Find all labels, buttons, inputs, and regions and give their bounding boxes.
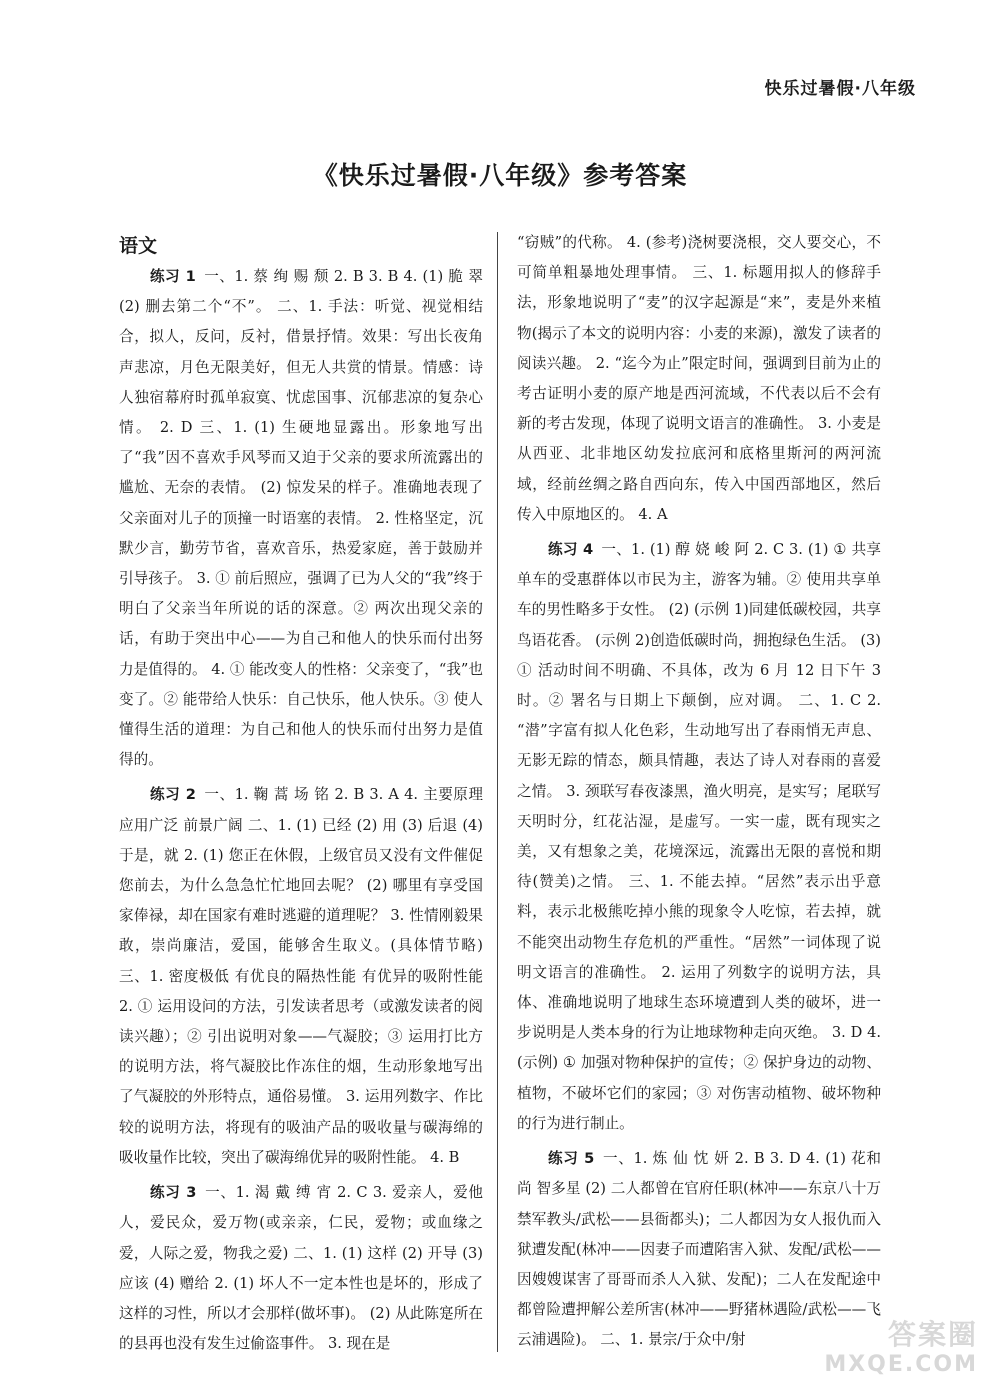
exercise-label: 练习 5: [548, 1150, 595, 1168]
watermark-logo: 答案圈: [887, 1318, 978, 1351]
exercise-answer: “窃贼”的代称。 4. (参考)浇树要浇根，交人要交心，不可简单粗暴地处理事情。 三、1. 标题用拟人的修辞手法，形象地说明了“麦”的汉字起源是“来”，麦是外来植物(揭示了本文的说明内容：小麦的来源)，激发了读者的阅读兴趣。 2. “迄今为止”限定时间，强调到目前为止的考古证明小麦的原产地是西河流域，不代表以后不会有新的考古发现，体现了说明文语言的准确性。 3. 小麦是从西亚、北非地区幼发拉底河和底格里斯河的两河流域，经前丝绸之路自西向东，传入中国西部地区，然后传入中原地区的。 4. A: [517, 234, 881, 523]
running-head: 快乐过暑假·八年级: [764, 79, 916, 99]
watermark-url: MXQE.COM: [824, 1352, 978, 1377]
exercise-answer: 一、1. 鞠 蒿 场 铭 2. B 3. A 4. 主要原理 应用广泛 前景广阔 二、1. (1) 已经 (2) 用 (3) 后退 (4) 于是，就 2. (1) 您正在休假，上级官员又没有文件催促您前去，为什么急急忙忙地回去呢？ (2) 哪里有享受国家俸禄，却在国家有难时逃避的道理呢？ 3. 性情刚毅果敢，崇尚廉洁，爱国，能够舍生取义。(具体情节略) 三、1. 密度极低 有优良的隔热性能 有优异的吸附性能 2. ① 运用设问的方法，引发读者思考（或激发读者的阅读兴趣）；② 引出说明对象——气凝胶；③ 运用打比方的说明方法，将气凝胶比作冻住的烟，生动形象地写出了气凝胶的外形特点，通俗易懂。 3. 运用列数字、作比较的说明方法，将现有的吸油产品的吸收量与碳海绵的吸收量作比较，突出了碳海绵优异的吸附性能。 4. B: [119, 786, 483, 1166]
watermark: [824, 1320, 978, 1380]
exercise-answer: 一、1. 渴 戴 缚 宵 2. C 3. 爱亲人，爱他人，爱民众，爱万物(或亲亲，仁民，爱物；或血缘之爱，人际之爱，物我之爱) 二、1. (1) 这样 (2) 开导 (3) 应该 (4) 赠给 2. (1) 坏人不一定本性也是坏的，形成了这样的习性，所以才会那样(做坏事)。 (2) 从此陈寔所在的县再也没有发生过偷盗事件。 3. 现在是: [119, 1184, 483, 1353]
subject-heading: 语文: [119, 235, 158, 257]
page-title: 《快乐过暑假·八年级》参考答案: [312, 161, 688, 190]
exercise-label: 练习 4: [548, 541, 594, 559]
exercise-answer: 一、1. 炼 仙 忱 妍 2. B 3. D 4. (1) 花和尚 智多星 (2) 二人都曾在官府任职(林冲——东京八十万禁军教头/武松——县衙都头)；二人都因为女人报仇而入狱遭发配(林冲——因妻子而遭陷害入狱、发配/武松——因嫂嫂谋害了哥哥而杀人入狱、发配)；二人在发配途中都曾险遭押解公差所害(林冲——野猪林遇险/武松——飞云浦遇险)。 二、1. 景宗/于众中/射: [517, 1150, 881, 1349]
left-column: [119, 228, 483, 1359]
exercise-3: [119, 1178, 483, 1359]
exercise-answer: 一、1. 蔡 绚 赐 颓 2. B 3. B 4. (1) 脆 翠 (2) 删去第二个“不”。 二、1. 手法：听觉、视觉相结合，拟人，反问，反衬，借景抒情。效果：写出长夜角声悲凉，月色无限美好，但无人共赏的情景。情感：诗人独宿幕府时孤单寂寞、忧虑国事、沉郁悲凉的复杂心情。 2. D 三、1. (1) 生硬地显露出。形象地写出了“我”因不喜欢手风琴而又迫于父亲的要求所流露出的尴尬、无奈的表情。 (2) 惊发呆的样子。准确地表现了父亲面对儿子的顶撞一时语塞的表情。 2. 性格坚定，沉默少言，勤劳节省，喜欢音乐，热爱家庭，善于鼓励并引导孩子。 3. ① 前后照应，强调了已为人父的“我”终于明白了父亲当年所说的话的深意。② 两次出现父亲的话，有助于突出中心——为自己和他人的快乐而付出努力是值得的。 4. ① 能改变人的性格：父亲变了，“我”也变了。② 能带给人快乐：自己快乐，他人快乐。③ 使人懂得生活的道理：为自己和他人的快乐而付出努力是值得的。: [119, 268, 483, 769]
exercise-3-continued: [517, 228, 881, 530]
exercise-answer: 一、1. (1) 醇 娆 峻 阿 2. C 3. (1) ① 共享单车的受惠群体以市民为主，游客为辅。② 使用共享单车的男性略多于女性。 (2) (示例 1)同建低碳校园，共享鸟语花香。 (示例 2)创造低碳时尚，拥抱绿色生活。 (3) ① 活动时间不明确、不具体，改为 6 月 12 日下午 3 时。② 署名与日期上下颠倒，应对调。 二、1. C 2. “潜”字富有拟人化色彩，生动地写出了春雨悄无声息、无影无踪的情态，颇具情趣，表达了诗人对春雨的喜爱之情。 3. 颈联写春夜漆黑，渔火明亮，是实写；尾联写天明时分，红花沾湿，是虚写。一实一虚，既有现实之美，又有想象之美，花境深远，流露出无限的喜悦和期待(赞美)之情。 三、1. 不能去掉。“居然”表示出乎意料，表示北极熊吃掉小熊的现象令人吃惊，若去掉，就不能突出动物生存危机的严重性。“居然”一词体现了说明文语言的准确性。 2. 运用了列数字的说明方法，具体、准确地说明了地球生态环境遭到人类的破坏，进一步说明是人类本身的行为让地球物种走向灭绝。 3. D 4. (示例) ① 加强对物种保护的宣传；② 保护身边的动物、植物，不破坏它们的家园；③ 对伤害动植物、破坏物种的行为进行制止。: [517, 541, 881, 1132]
exercise-1: [119, 262, 483, 775]
exercise-label: 练习 3: [150, 1184, 197, 1202]
exercise-label: 练习 1: [150, 268, 196, 285]
exercise-4: [517, 535, 881, 1139]
right-column: [517, 228, 881, 1356]
exercise-2: [119, 780, 483, 1173]
column-divider: [497, 232, 498, 1352]
exercise-label: 练习 2: [150, 786, 196, 804]
